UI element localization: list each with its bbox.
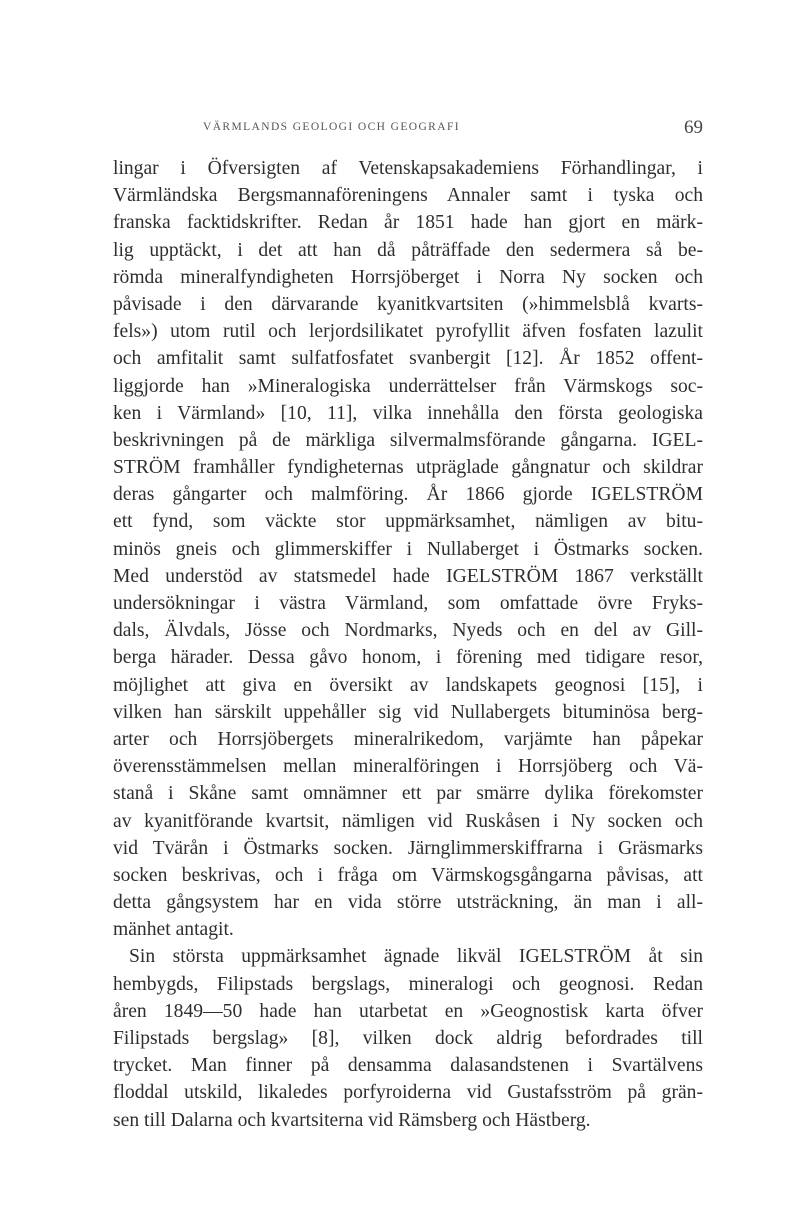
text-line: berga härader. Dessa gåvo honom, i förening med tidigare resor, [113, 647, 703, 669]
text-line: dals, Älvdals, Jösse och Nordmarks, Nyeds och en del av Gill- [113, 620, 703, 642]
running-head: VÄRMLANDS GEOLOGI OCH GEOGRAFI [203, 121, 460, 133]
text-line: möjlighet att giva en översikt av landskapets geognosi [15], i [113, 674, 703, 696]
page-header [113, 117, 703, 147]
text-line: lingar i Öfversigten af Vetenskapsakademiens Förhandlingar, i [113, 158, 703, 179]
text-line: fels») utom rutil och lerjordsilikatet pyrofyllit äfven fosfaten lazulit [113, 321, 703, 343]
text-line: deras gångarter och malmföring. År 1866 gjorde IGELSTRÖM [113, 484, 703, 506]
paragraph [113, 155, 703, 943]
text-line: Sin största uppmärksamhet ägnade likväl IGELSTRÖM åt sin [129, 946, 703, 968]
paragraph [113, 943, 703, 1133]
text-line: römda mineralfyndigheten Horrsjöberget i Norra Ny socken och [113, 266, 703, 288]
text-line: socken beskrivas, och i fråga om Värmskogsgångarna påvisas, att [113, 864, 703, 886]
text-line: lig upptäckt, i det att han då påträffade den sedermera så be- [113, 239, 703, 261]
text-line: överensstämmelsen mellan mineralföringen i Horrsjöberg och Vä- [113, 756, 703, 778]
text-line: av kyanitförande kvartsit, nämligen vid Ruskåsen i Ny socken och [113, 810, 703, 832]
text-line: Med understöd av statsmedel hade IGELSTRÖM 1867 verkställt [113, 565, 703, 587]
text-line: Filipstads bergslag» [8], vilken dock aldrig befordrades till [113, 1028, 703, 1049]
text-line: floddal utskild, likaledes porfyroiderna vid Gustafsström på grän- [113, 1082, 703, 1104]
text-line: sen till Dalarna och kvartsiterna vid Rämsberg och Hästberg. [113, 1109, 591, 1131]
text-line: stanå i Skåne samt omnämner ett par smärre dylika förekomster [113, 783, 703, 805]
text-line: arter och Horrsjöbergets mineralrikedom, varjämte han påpekar [113, 728, 703, 750]
text-line: mänhet antagit. [113, 919, 234, 941]
text-line: åren 1849—50 hade han utarbetat en »Geognostisk karta öfver [113, 1000, 703, 1022]
text-line: trycket. Man finner på densamma dalasandstenen i Svartälvens [113, 1055, 703, 1077]
text-line: påvisade i den därvarande kyanitkvartsiten (»himmelsblå kvarts- [113, 293, 703, 315]
text-line: minös gneis och glimmerskiffer i Nullaberget i Östmarks socken. [113, 538, 703, 560]
body-text [113, 155, 703, 1134]
text-line: Värmländska Bergsmannaföreningens Annaler samt i tyska och [113, 185, 703, 207]
text-line: beskrivningen på de märkliga silvermalmsförande gångarna. IGEL- [113, 429, 703, 451]
text-line: undersökningar i västra Värmland, som omfattade övre Fryks- [113, 593, 703, 614]
page-number: 69 [684, 117, 703, 138]
text-line: vilken han särskilt uppehåller sig vid Nullabergets bituminösa berg- [113, 701, 703, 723]
text-line: franska facktidskrifter. Redan år 1851 hade han gjort en märk- [113, 212, 703, 234]
text-line: detta gångsystem har en vida större utsträckning, än man i all- [113, 892, 703, 914]
text-line: ken i Värmland» [10, 11], vilka innehålla den första geologiska [113, 402, 703, 424]
paragraph-container [113, 155, 703, 1134]
text-line: hembygds, Filipstads bergslags, mineralogi och geognosi. Redan [113, 973, 703, 995]
text-line: och amfitalit samt sulfatfosfatet svanbergit [12]. År 1852 offent- [113, 348, 703, 370]
text-line: liggjorde han »Mineralogiska underrättelser från Värmskogs soc- [113, 375, 703, 397]
text-line: STRÖM framhåller fyndigheternas utpräglade gångnatur och skildrar [113, 457, 703, 479]
text-line: vid Tvärån i Östmarks socken. Järnglimmerskiffrarna i Gräsmarks [113, 837, 703, 859]
text-line: ett fynd, som väckte stor uppmärksamhet, nämligen av bitu- [113, 511, 703, 533]
